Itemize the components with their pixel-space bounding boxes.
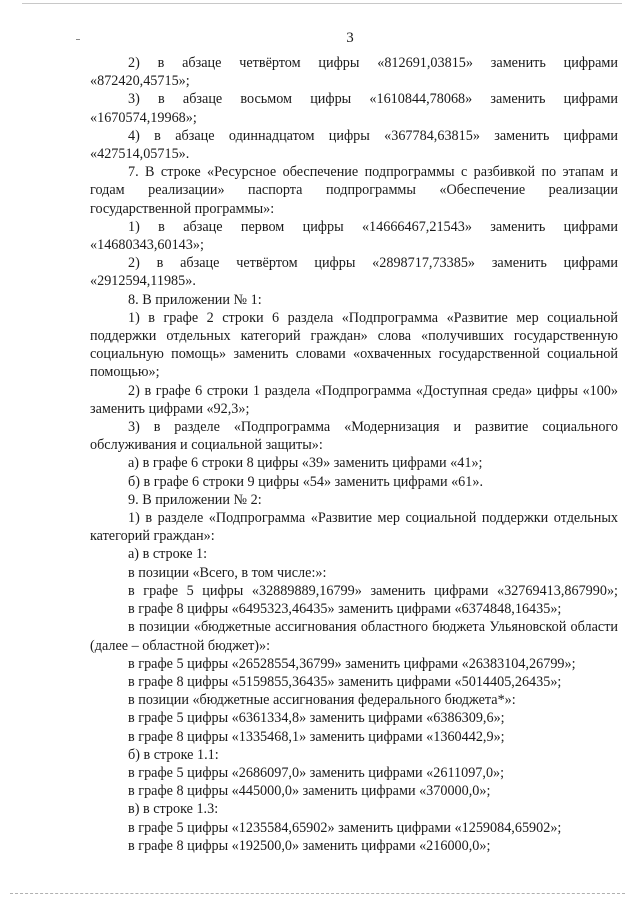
paragraph: в позиции «Всего, в том числе:»: [128,564,327,581]
paragraph: в графе 8 цифры «192500,0» заменить цифрами «216000,0»; [128,837,491,854]
paragraph: 3) в абзаце восьмом цифры «1610844,78068» заменить цифрами «1670574,19968»; [90,91,618,126]
paragraph: б) в строке 1.1: [128,746,219,763]
paragraph: в графе 5 цифры «32889889,16799» заменить цифрами «32769413,867990»; [128,582,618,599]
paragraph: 1) в абзаце первом цифры «14666467,21543» заменить цифрами «14680343,60143»; [90,218,618,254]
paragraph: в позиции «бюджетные ассигнования областного бюджета Ульяновской области (далее – областной бюджет)»: [90,619,618,654]
paragraph: 1) в графе 2 строки 6 раздела «Подпрограмма «Развитие мер социальной поддержки отдельных категорий граждан» слова «получивших государственную социальную помощь» заменить словами «охваченных государственной социальной помощью»; [90,309,618,381]
paragraph: в графе 8 цифры «6495323,46435» заменить цифрами «6374848,16435»; [128,601,562,618]
paragraph: а) в строке 1: [128,546,208,563]
scan-edge-bottom [10,893,625,894]
paragraph: в позиции «бюджетные ассигнования федерального бюджета*»: [128,692,516,709]
paragraph: в графе 5 цифры «1235584,65902» заменить цифрами «1259084,65902»; [128,819,562,836]
paragraph: 1) в разделе «Подпрограмма «Развитие мер социальной поддержки отдельных категорий граждан»: [90,510,618,545]
paragraph: 2) в абзаце четвёртом цифры «812691,03815» заменить цифрами «872420,45715»; [90,55,618,90]
paragraph: в) в строке 1.3: [128,801,219,818]
paragraph: 8. В приложении № 1: [128,291,262,308]
paragraph: в графе 8 цифры «5159855,36435» заменить цифрами «5014405,26435»; [128,673,562,690]
paragraph: 2) в графе 6 строки 1 раздела «Подпрограмма «Доступная среда» цифры «100» заменить цифрами «92,3»; [90,382,618,417]
paragraph: 9. В приложении № 2: [128,491,262,508]
paragraph: в графе 8 цифры «1335468,1» заменить цифрами «1360442,9»; [128,728,505,745]
paragraph: в графе 8 цифры «445000,0» заменить цифрами «370000,0»; [128,783,491,800]
paragraph: 3) в разделе «Подпрограмма «Модернизация и развитие социального обслуживания и социальной защиты»: [90,419,618,454]
paragraph: 4) в абзаце одиннадцатом цифры «367784,63815» заменить цифрами «427514,05715». [90,127,618,163]
paragraph: в графе 5 цифры «26528554,36799» заменить цифрами «26383104,26799»; [128,655,576,672]
paragraph: в графе 5 цифры «2686097,0» заменить цифрами «2611097,0»; [128,764,505,781]
paragraph: б) в графе 6 строки 9 цифры «54» заменить цифрами «61». [128,473,484,490]
scan-mark [76,39,80,40]
scan-edge-top [22,3,622,4]
paragraph: а) в графе 6 строки 8 цифры «39» заменить цифрами «41»; [128,455,483,472]
paragraph: в графе 5 цифры «6361334,8» заменить цифрами «6386309,6»; [128,710,505,727]
document-body [90,54,618,855]
paragraph: 2) в абзаце четвёртом цифры «2898717,73385» заменить цифрами «2912594,11985». [90,255,618,290]
paragraph: 7. В строке «Ресурсное обеспечение подпрограммы с разбивкой по этапам и годам реализации» паспорта подпрограммы «Обеспечение реализации государственной программы»: [90,164,618,217]
page-number: 3 [346,30,354,46]
